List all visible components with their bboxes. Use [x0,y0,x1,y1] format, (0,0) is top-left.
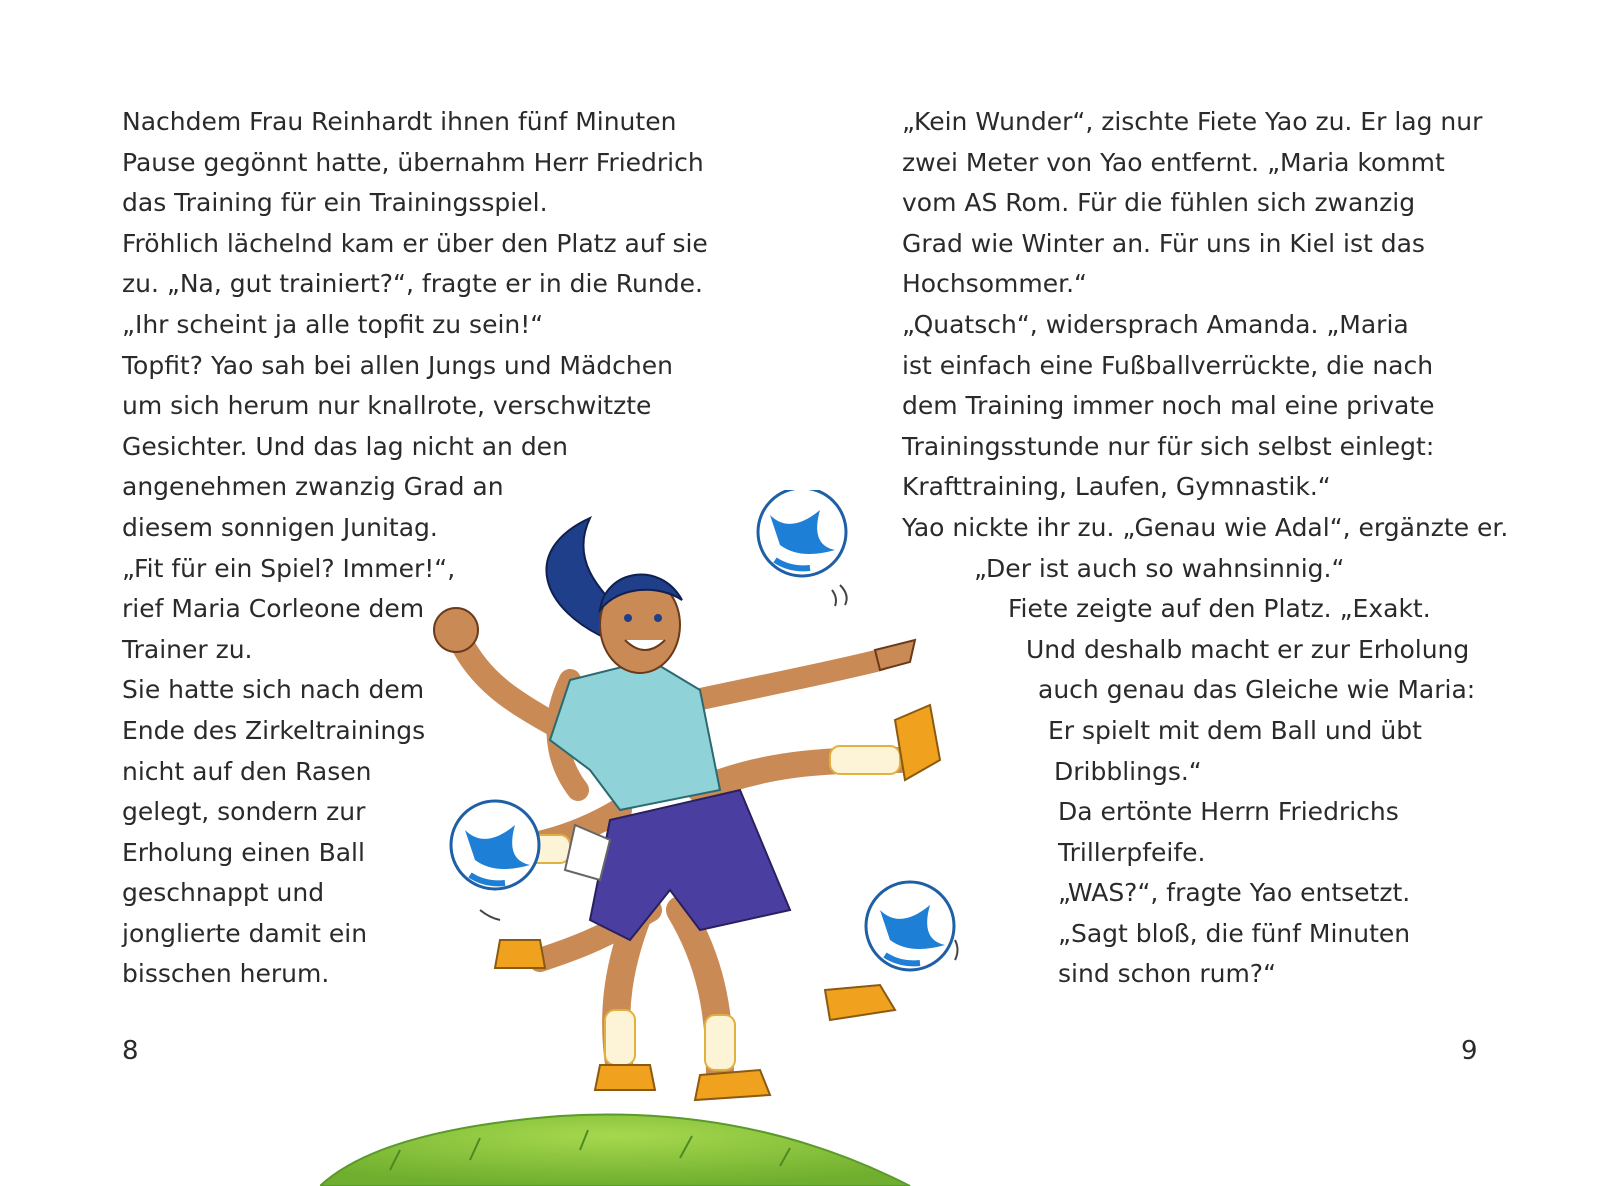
text-line: „Sagt bloß, die fünf Minuten [1058,918,1411,948]
text-line: auch genau das Gleiche wie Maria: [1038,675,1476,705]
soccer-ball-icon [866,882,954,970]
grass-hill [320,1114,910,1186]
text-line: „Ihr scheint ja alle topfit zu sein!“ [122,309,544,339]
text-line: bisschen herum. [122,959,330,989]
text-line: Krafttraining, Laufen, Gymnastik.“ [902,472,1331,502]
text-line: Topfit? Yao sah bei allen Jungs und Mädchen [122,350,673,380]
text-line: Trillerpfeife. [1058,837,1206,867]
text-line: Sie hatte sich nach dem [122,675,425,705]
page-number-right: 9 [1461,1036,1478,1066]
text-line: „Quatsch“, widersprach Amanda. „Maria [902,309,1409,339]
text-line: Pause gegönnt hatte, übernahm Herr Friedrich [122,147,704,177]
text-line: vom AS Rom. Für die fühlen sich zwanzig [902,188,1416,218]
text-line: jonglierte damit ein [122,918,368,948]
text-line: Er spielt mit dem Ball und übt [1048,715,1422,745]
soccer-ball-icon [758,490,846,576]
text-line: gelegt, sondern zur [122,797,366,827]
text-line: zu. „Na, gut trainiert?“, fragte er in die Runde. [122,269,703,299]
text-line: Da ertönte Herrn Friedrichs [1058,797,1399,827]
text-line: sind schon rum?“ [1058,959,1277,989]
text-line: angenehmen zwanzig Grad an [122,472,504,502]
text-line: Trainer zu. [122,634,253,664]
text-line: „Kein Wunder“, zischte Fiete Yao zu. Er lag nur [902,107,1483,136]
text-line: geschnappt und [122,878,325,908]
text-line: diesem sonnigen Junitag. [122,512,438,542]
text-line: Erholung einen Ball [122,837,365,867]
text-line: Dribblings.“ [1054,756,1202,786]
text-line: zwei Meter von Yao entfernt. „Maria kommt [902,147,1445,177]
text-line: Und deshalb macht er zur Erholung [1026,634,1470,664]
text-line: Hochsommer.“ [902,269,1087,299]
text-line: „Der ist auch so wahnsinnig.“ [974,553,1345,583]
text-line: das Training für ein Trainingsspiel. [122,188,548,218]
text-line: Ende des Zirkeltrainings [122,715,426,745]
text-line: Trainingsstunde nur für sich selbst einlegt: [902,431,1435,461]
text-line: „WAS?“, fragte Yao entsetzt. [1058,878,1411,908]
text-line: Grad wie Winter an. Für uns in Kiel ist das [902,228,1425,258]
player-illustration [320,490,1010,1186]
text-line: „Fit für ein Spiel? Immer!“, [122,553,456,583]
text-line: Yao nickte ihr zu. „Genau wie Adal“, ergänzte er. [902,512,1509,542]
text-line: Fiete zeigte auf den Platz. „Exakt. [1008,594,1431,624]
text-line: Fröhlich lächelnd kam er über den Platz auf sie [122,228,708,258]
text-line: ist einfach eine Fußballverrückte, die nach [902,350,1434,380]
text-line: dem Training immer noch mal eine private [902,391,1435,421]
text-line: nicht auf den Rasen [122,756,372,786]
text-line: um sich herum nur knallrote, verschwitzte [122,391,652,421]
text-line: Gesichter. Und das lag nicht an den [122,431,568,461]
page-number-left: 8 [122,1036,139,1066]
soccer-ball-icon [451,801,539,889]
text-line: Nachdem Frau Reinhardt ihnen fünf Minuten [122,107,677,136]
text-line: rief Maria Corleone dem [122,594,425,624]
